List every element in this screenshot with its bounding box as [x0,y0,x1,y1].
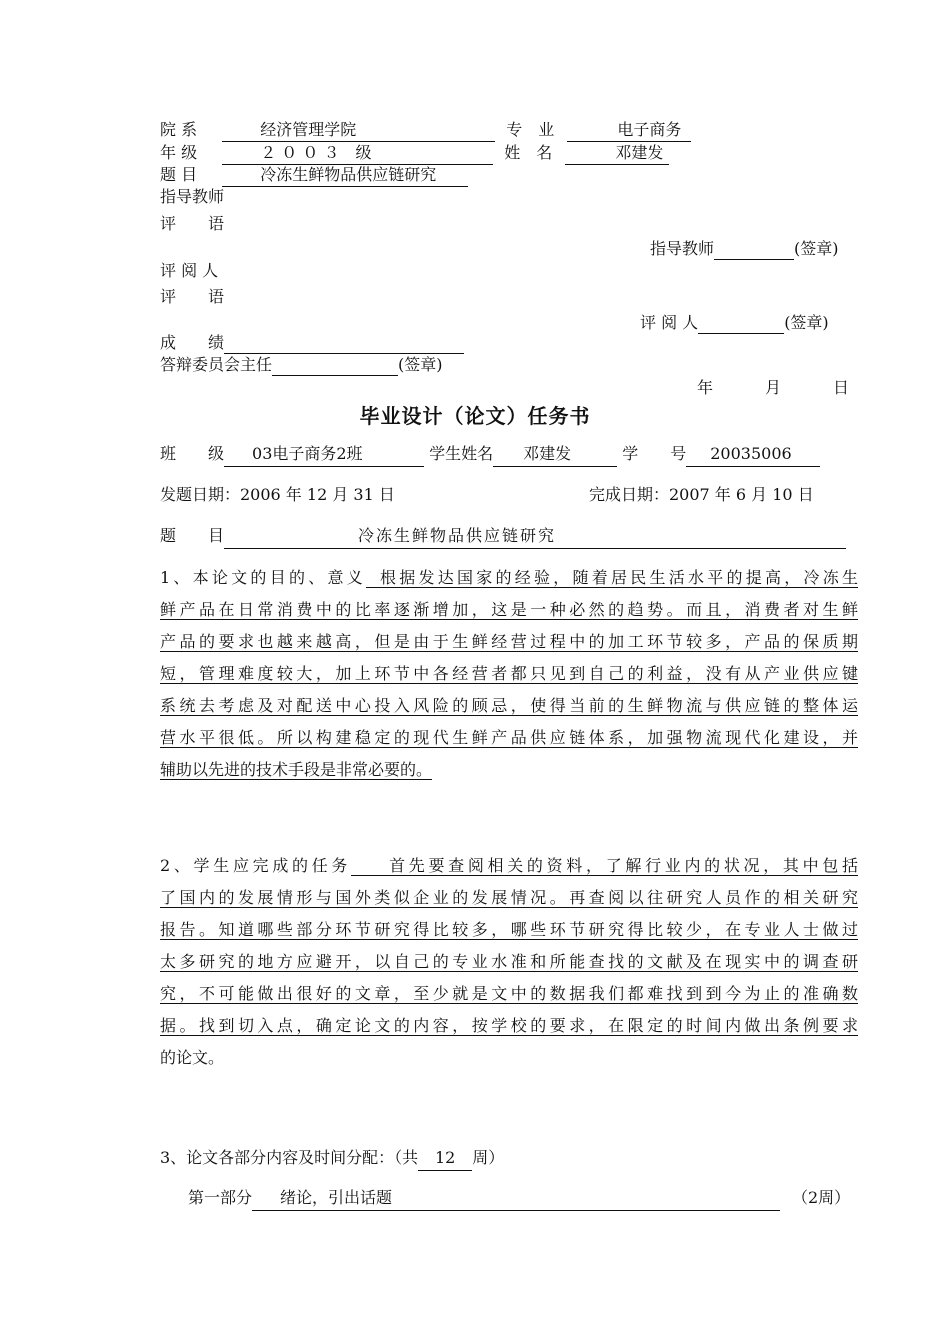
class-row [160,442,820,467]
s2-line-5 [160,1010,858,1042]
advisor-sign-suffix: (签章) [794,239,839,258]
dept-label: 院 系 [160,120,198,139]
id-label: 学 号 [622,444,687,463]
task-title: 毕业设计（论文）任务书 [359,404,591,428]
reviewer-label: 评 阅 人 [160,261,219,280]
s1-line-4 [160,690,858,722]
s2-text-5: 据。找到切入点，确定论文的内容，按学校的要求，在限定的时间内做出条例要求 [160,1016,858,1035]
dept-value: 经济管理学院 [222,119,495,142]
s1-text-5: 营水平很低。所以构建稳定的现代生鲜产品供应链体系，加强物流现代化建设，并 [160,728,858,747]
s2-line-6 [160,1042,858,1074]
finish-date: 完成日期：2007 年 6 月 10 日 [589,485,814,504]
s1-line-6 [160,754,858,786]
s1-line-3 [160,658,858,690]
reviewer-sign-row [640,312,829,334]
s1-line-2 [160,626,858,658]
grade-line [224,332,464,354]
date-month: 月 [765,378,782,397]
s1-prefix: 1、本论文的目的、意义 [160,568,366,587]
topic-row [160,164,468,187]
s3-weeks: 12 [418,1146,472,1171]
s2-line-1 [160,882,858,914]
name-value: 邓建发 [565,142,669,165]
part1-row [188,1186,780,1211]
chair-sign-suffix: (签章) [398,355,443,374]
reviewer-sign-line [698,312,784,334]
major-value: 电子商务 [567,119,691,142]
date-day: 日 [833,378,850,397]
student-value: 邓建发 [493,442,617,467]
s2-text-0: 首先要查阅相关的资料，了解行业内的状况，其中包括 [351,856,858,876]
s2-text-2: 报告。知道哪些部分环节研究得比较多，哪些环节研究得比较少，在专业人士做过 [160,920,858,939]
chair-row [160,354,443,376]
reviewer-sign-suffix: (签章) [784,313,829,332]
advisor-comment-label: 评 语 [160,214,225,233]
s1-text-4: 系统去考虑及对配送中心投入风险的顾忌，使得当前的生鲜物流与供应链的整体运 [160,696,858,715]
s2-line-3 [160,946,858,978]
part1-value: 绪论，引出话题 [252,1186,780,1211]
advisor-sign-line [714,238,794,260]
s2-text-6: 的论文。 [160,1042,715,1074]
s1-line-1 [160,594,858,626]
part1-weeks: （2周） [792,1188,851,1207]
advisor-sign-label: 指导教师 [650,239,715,258]
task-topic-row [160,524,846,549]
s1-text-3: 短，管理难度较大，加上环节中各经营者都只见到自己的利益，没有从产业供应键 [160,664,858,683]
grade-row [160,332,464,354]
student-label: 学生姓名 [429,444,494,463]
s2-text-4: 究，不可能做出很好的文章，至少就是文中的数据我们都难找到到今为止的准确数 [160,984,858,1003]
s3-row [160,1146,504,1171]
date-year: 年 [697,378,714,397]
s2-line-4 [160,978,858,1010]
chair-label: 答辩委员会主任 [160,355,273,374]
part1-label: 第一部分 [188,1188,253,1207]
year-label: 年 级 [160,143,198,162]
s2-line-0 [160,850,858,882]
chair-line [272,354,398,376]
s1-text-2: 产品的要求也越来越高，但是由于生鲜经营过程中的加工环节较多，产品的保质期 [160,632,858,651]
s2-text-3: 太多研究的地方应避开，以自己的专业水准和所能查找的文献及在现实中的调查研 [160,952,858,971]
task-topic-value: 冷冻生鲜物品供应链研究 [224,524,846,549]
name-label: 姓 名 [504,143,553,162]
s1-line-5 [160,722,858,754]
s3-prefix: 3、论文各部分内容及时间分配：（共 [160,1148,419,1167]
s3-suffix: 周） [472,1148,505,1167]
major-label: 专 业 [506,120,555,139]
s1-text-1: 鲜产品在日常消费中的比率逐渐增加，这是一种必然的趋势。而且，消费者对生鲜 [160,600,858,619]
section-1 [160,562,858,786]
year-row [160,142,669,165]
s2-text-1: 了国内的发展情形与国外类似企业的发展情况。再查阅以往研究人员作的相关研究 [160,888,858,907]
s2-prefix: 2、学生应完成的任务 [160,856,352,875]
section-2 [160,850,858,1074]
reviewer-sign-label: 评 阅 人 [640,313,699,332]
s1-line-0 [160,562,858,594]
issue-date: 发题日期：2006 年 12 月 31 日 [160,485,395,504]
advisor-label: 指导教师 [160,187,225,206]
advisor-sign-row [650,238,839,260]
id-value: 20035006 [686,442,820,467]
dept-row [160,119,691,142]
topic-label: 题 目 [160,165,198,184]
topic-value: 冷冻生鲜物品供应链研究 [222,164,468,187]
reviewer-comment-label: 评 语 [160,287,225,306]
s1-text-6: 辅助以先进的技术手段是非常必要的。 [160,760,433,779]
class-value: 03电子商务2班 [224,442,424,467]
class-label: 班 级 [160,444,225,463]
s1-text-0: 根据发达国家的经验，随着居民生活水平的提高，冷冻生 [366,568,858,588]
year-value: ２ ０ ０ ３ 级 [222,142,493,165]
s2-line-2 [160,914,858,946]
task-topic-label: 题 目 [160,526,225,545]
grade-label: 成 绩 [160,333,225,352]
